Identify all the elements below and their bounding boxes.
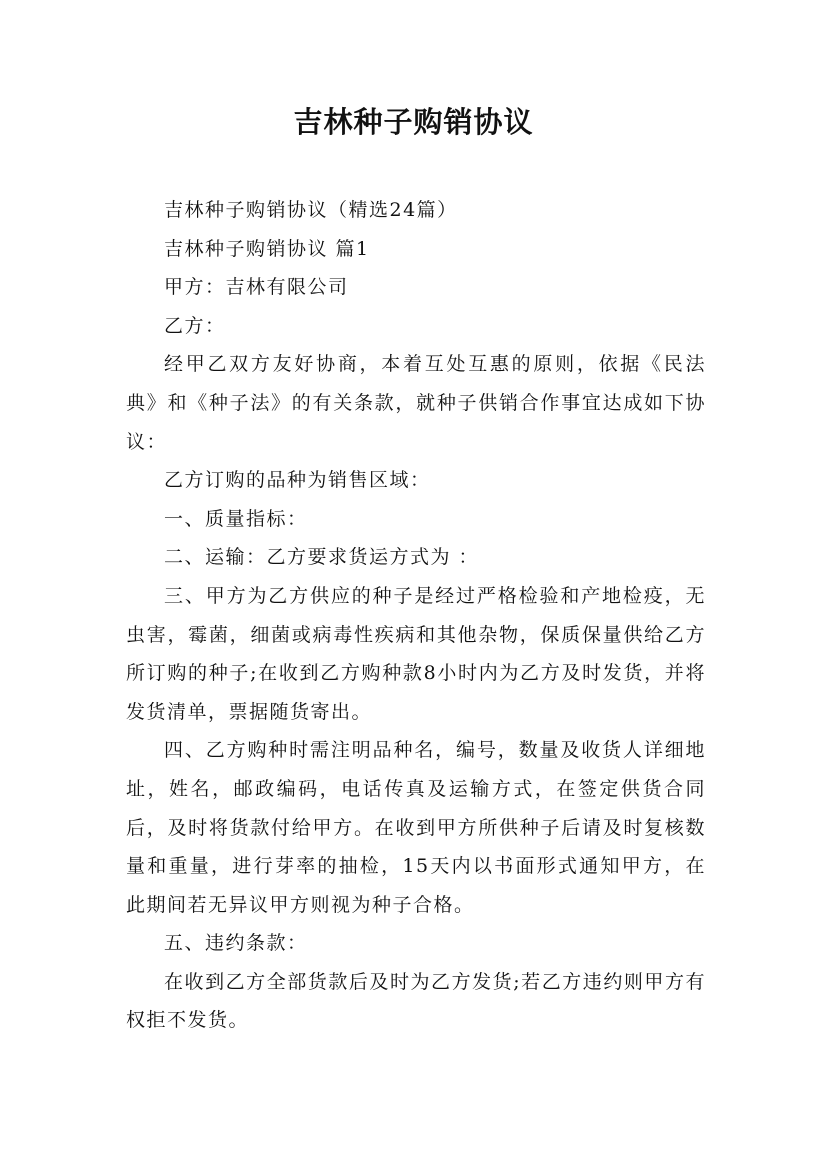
paragraph-preamble: 经甲乙双方友好协商，本着互处互惠的原则，依据《民法典》和《种子法》的有关条款，就种子供销合作事宜达成如下协议：	[126, 353, 706, 453]
paragraph-transport: 二、运输：乙方要求货运方式为 ：	[164, 546, 480, 569]
paragraph-breach-heading: 五、违约条款：	[164, 932, 308, 955]
document-title: 吉林种子购销协议	[293, 105, 534, 139]
paragraph-clause-3: 三、甲方为乙方供应的种子是经过严格检验和产地检疫，无虫害，霉菌，细菌或病毒性疾病和其他杂物，保质保量供给乙方所订购的种子;在收到乙方购种款8小时内为乙方及时发货，并将发货清单，票据随货寄出。	[126, 584, 706, 723]
paragraph-section-label: 吉林种子购销协议 篇1	[164, 237, 370, 260]
document-body	[126, 191, 706, 1040]
paragraph-heading: 吉林种子购销协议（精选24篇）	[164, 199, 458, 221]
paragraph-clause-4: 四、乙方购种时需注明品种名，编号，数量及收货人详细地址，姓名，邮政编码，电话传真及运输方式，在签定供货合同后，及时将货款付给甲方。在收到甲方所供种子后请及时复核数量和重量，进行芽率的抽检，15天内以书面形式通知甲方，在此期间若无异议甲方则视为种子合格。	[126, 739, 706, 916]
paragraph-variety: 乙方订购的品种为销售区域：	[164, 469, 431, 492]
paragraph-breach-terms: 在收到乙方全部货款后及时为乙方发货;若乙方违约则甲方有权拒不发货。	[126, 970, 706, 1032]
paragraph-party-b: 乙方：	[164, 314, 226, 337]
paragraph-quality: 一、质量指标：	[164, 507, 308, 530]
paragraph-party-a: 甲方：吉林有限公司	[164, 276, 349, 299]
